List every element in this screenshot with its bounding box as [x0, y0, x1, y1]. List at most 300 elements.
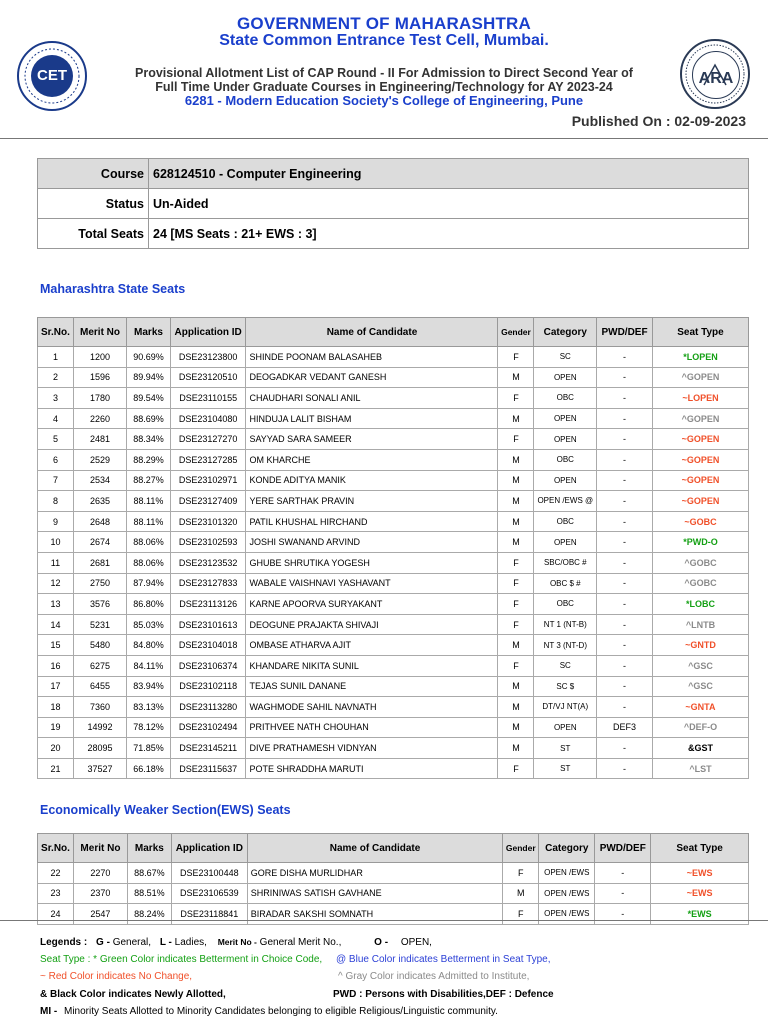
sr-no-cell: 24 — [38, 904, 74, 925]
table-row — [38, 511, 749, 532]
marks-cell: 83.13% — [127, 697, 171, 718]
ews-col-header: PWD/DEF — [595, 834, 651, 863]
legend-pwd: PWD : Persons with Disabilities,DEF : Defence — [333, 989, 554, 1000]
application-id-cell: DSE23123800 — [170, 347, 246, 368]
seat-type-cell: *LOPEN — [652, 347, 748, 368]
ms-col-header: Merit No — [73, 318, 126, 347]
legend-abbrev-line — [40, 937, 432, 948]
gender-cell: M — [498, 697, 534, 718]
candidate-name-cell: BIRADAR SAKSHI SOMNATH — [247, 904, 503, 925]
seat-type-cell: ~GOPEN — [652, 470, 748, 491]
candidate-name-cell: WAGHMODE SAHIL NAVNATH — [246, 697, 498, 718]
legend-g-val: General, — [112, 937, 152, 948]
marks-cell: 88.69% — [127, 408, 171, 429]
marks-cell: 88.11% — [127, 511, 171, 532]
sr-no-cell: 4 — [38, 408, 74, 429]
published-date: Published On : 02-09-2023 — [571, 113, 746, 129]
seat-type-cell: ^GOBC — [652, 573, 748, 594]
merit-no-cell: 2648 — [73, 511, 126, 532]
merit-no-cell: 6455 — [73, 676, 126, 697]
legend-label: Legends : — [40, 937, 88, 948]
pwd-def-cell: - — [597, 532, 653, 553]
seat-type-cell: ^LST — [652, 758, 748, 779]
cet-logo-text: CET — [31, 55, 73, 97]
sr-no-cell: 11 — [38, 552, 74, 573]
ms-col-header: Sr.No. — [38, 318, 74, 347]
pwd-def-cell: - — [597, 470, 653, 491]
sr-no-cell: 23 — [38, 883, 74, 904]
seat-type-cell: ^DEF-O — [652, 717, 748, 738]
total-seats-value: 24 [MS Seats : 21+ EWS : 3] — [149, 219, 749, 249]
cet-cell-title: State Common Entrance Test Cell, Mumbai. — [219, 32, 549, 49]
candidate-name-cell: TEJAS SUNIL DANANE — [246, 676, 498, 697]
seat-type-cell: ^GSC — [652, 676, 748, 697]
marks-cell: 88.06% — [127, 532, 171, 553]
sr-no-cell: 9 — [38, 511, 74, 532]
ara-logo-text: ARA — [692, 51, 740, 99]
marks-cell: 87.94% — [127, 573, 171, 594]
header-divider — [0, 138, 768, 139]
pwd-def-cell: - — [597, 449, 653, 470]
ews-header-row — [38, 834, 749, 863]
total-seats-label: Total Seats — [38, 219, 149, 249]
gender-cell: M — [498, 408, 534, 429]
legend-footer — [0, 920, 768, 1025]
candidate-name-cell: WABALE VAISHNAVI YASHAVANT — [246, 573, 498, 594]
seat-type-cell: ~GNTA — [652, 697, 748, 718]
status-label: Status — [38, 189, 149, 219]
category-cell: OPEN — [534, 532, 597, 553]
legend-merit-val: General Merit No., — [259, 937, 342, 948]
legend-red: ~ Red Color indicates No Change, — [40, 971, 193, 982]
gender-cell: M — [498, 717, 534, 738]
category-cell: NT 1 (NT-B) — [534, 614, 597, 635]
table-row — [38, 470, 749, 491]
ms-col-header: Application ID — [170, 318, 246, 347]
pwd-def-cell: - — [597, 347, 653, 368]
pwd-def-cell: - — [597, 511, 653, 532]
table-row — [38, 635, 749, 656]
pwd-def-cell: - — [597, 614, 653, 635]
merit-no-cell: 1200 — [73, 347, 126, 368]
application-id-cell: DSE23113126 — [170, 594, 246, 615]
candidate-name-cell: KHANDARE NIKITA SUNIL — [246, 655, 498, 676]
allotment-title-line-2: Full Time Under Graduate Courses in Engineering/Technology for AY 2023-24 — [155, 80, 613, 94]
ms-col-header: Name of Candidate — [246, 318, 498, 347]
seat-type-cell: ^LNTB — [652, 614, 748, 635]
pwd-def-cell: - — [597, 388, 653, 409]
application-id-cell: DSE23102494 — [170, 717, 246, 738]
pwd-def-cell: DEF3 — [597, 717, 653, 738]
legend-o-key: O - — [374, 937, 389, 948]
ms-col-header: PWD/DEF — [597, 318, 653, 347]
gender-cell: F — [503, 904, 539, 925]
pwd-def-cell: - — [597, 491, 653, 512]
category-cell: OBC — [534, 594, 597, 615]
ews-section-title: Economically Weaker Section(EWS) Seats — [40, 803, 291, 817]
candidate-name-cell: KARNE APOORVA SURYAKANT — [246, 594, 498, 615]
sr-no-cell: 3 — [38, 388, 74, 409]
marks-cell: 66.18% — [127, 758, 171, 779]
merit-no-cell: 2534 — [73, 470, 126, 491]
merit-no-cell: 2370 — [73, 883, 127, 904]
application-id-cell: DSE23102971 — [170, 470, 246, 491]
gender-cell: M — [503, 883, 539, 904]
candidate-name-cell: DIVE PRATHAMESH VIDNYAN — [246, 738, 498, 759]
legend-l-key: L - — [159, 937, 172, 948]
sr-no-cell: 15 — [38, 635, 74, 656]
candidate-name-cell: HINDUJA LALIT BISHAM — [246, 408, 498, 429]
ews-col-header: Application ID — [171, 834, 247, 863]
merit-no-cell: 2270 — [73, 863, 127, 884]
candidate-name-cell: KONDE ADITYA MANIK — [246, 470, 498, 491]
marks-cell: 85.03% — [127, 614, 171, 635]
table-row — [38, 367, 749, 388]
marks-cell: 88.51% — [127, 883, 171, 904]
merit-no-cell: 6275 — [73, 655, 126, 676]
application-id-cell: DSE23104018 — [170, 635, 246, 656]
category-cell: SBC/OBC # — [534, 552, 597, 573]
ms-col-header: Category — [534, 318, 597, 347]
category-cell: DT/VJ NT(A) — [534, 697, 597, 718]
candidate-name-cell: OMBASE ATHARVA AJIT — [246, 635, 498, 656]
merit-no-cell: 2481 — [73, 429, 126, 450]
gender-cell: M — [498, 738, 534, 759]
sr-no-cell: 5 — [38, 429, 74, 450]
legend-l-val: Ladies, — [174, 937, 207, 948]
category-cell: OBC — [534, 449, 597, 470]
category-cell: SC — [534, 655, 597, 676]
ews-col-header: Seat Type — [651, 834, 749, 863]
category-cell: OPEN — [534, 717, 597, 738]
table-row — [38, 738, 749, 759]
candidate-name-cell: DEOGUNE PRAJAKTA SHIVAJI — [246, 614, 498, 635]
merit-no-cell: 2260 — [73, 408, 126, 429]
legend-o-val: OPEN, — [400, 937, 432, 948]
table-row — [38, 655, 749, 676]
pwd-def-cell: - — [597, 367, 653, 388]
merit-no-cell: 3576 — [73, 594, 126, 615]
seat-type-cell: ~LOPEN — [652, 388, 748, 409]
application-id-cell: DSE23115637 — [170, 758, 246, 779]
application-id-cell: DSE23127409 — [170, 491, 246, 512]
merit-no-cell: 1780 — [73, 388, 126, 409]
category-cell: OBC — [534, 388, 597, 409]
pwd-def-cell: - — [597, 573, 653, 594]
gender-cell: F — [498, 388, 534, 409]
category-cell: OPEN /EWS @ — [534, 491, 597, 512]
sr-no-cell: 10 — [38, 532, 74, 553]
ms-col-header: Seat Type — [652, 318, 748, 347]
application-id-cell: DSE23106374 — [170, 655, 246, 676]
marks-cell: 86.80% — [127, 594, 171, 615]
table-row — [38, 388, 749, 409]
sr-no-cell: 7 — [38, 470, 74, 491]
application-id-cell: DSE23110155 — [170, 388, 246, 409]
category-cell: OPEN — [534, 429, 597, 450]
table-row — [38, 614, 749, 635]
seat-type-cell: &GST — [652, 738, 748, 759]
sr-no-cell: 6 — [38, 449, 74, 470]
candidate-name-cell: POTE SHRADDHA MARUTI — [246, 758, 498, 779]
pwd-def-cell: - — [597, 408, 653, 429]
category-cell: ST — [534, 758, 597, 779]
gender-cell: F — [498, 347, 534, 368]
application-id-cell: DSE23118841 — [171, 904, 247, 925]
candidate-name-cell: GORE DISHA MURLIDHAR — [247, 863, 503, 884]
category-cell: OPEN /EWS — [539, 883, 595, 904]
application-id-cell: DSE23100448 — [171, 863, 247, 884]
marks-cell: 88.27% — [127, 470, 171, 491]
table-row — [38, 863, 749, 884]
category-cell: OPEN /EWS — [539, 863, 595, 884]
ms-col-header: Gender — [498, 318, 534, 347]
college-name: 6281 - Modern Education Society's College of Engineering, Pune — [184, 93, 584, 108]
ms-seats-body — [38, 347, 749, 779]
marks-cell: 88.06% — [127, 552, 171, 573]
legend-black: & Black Color indicates Newly Allotted, — [40, 989, 226, 1000]
sr-no-cell: 2 — [38, 367, 74, 388]
gender-cell: F — [498, 614, 534, 635]
sr-no-cell: 16 — [38, 655, 74, 676]
seat-type-cell: ~EWS — [651, 883, 749, 904]
marks-cell: 84.80% — [127, 635, 171, 656]
sr-no-cell: 21 — [38, 758, 74, 779]
legend-mi-key: MI - — [40, 1006, 58, 1017]
candidate-name-cell: CHAUDHARI SONALI ANIL — [246, 388, 498, 409]
application-id-cell: DSE23113280 — [170, 697, 246, 718]
table-row — [38, 594, 749, 615]
ews-col-header: Sr.No. — [38, 834, 74, 863]
gender-cell: M — [498, 491, 534, 512]
marks-cell: 89.94% — [127, 367, 171, 388]
category-cell: OPEN /EWS — [539, 904, 595, 925]
merit-no-cell: 2547 — [73, 904, 127, 925]
ews-col-header: Category — [539, 834, 595, 863]
category-cell: SC — [534, 347, 597, 368]
pwd-def-cell: - — [597, 635, 653, 656]
gender-cell: F — [498, 758, 534, 779]
course-label: Course — [38, 159, 149, 189]
government-title: GOVERNMENT OF MAHARASHTRA — [237, 14, 531, 33]
candidate-name-cell: JOSHI SWANAND ARVIND — [246, 532, 498, 553]
allotment-list-title — [0, 66, 768, 94]
table-row — [38, 552, 749, 573]
category-cell: SC $ — [534, 676, 597, 697]
gender-cell: F — [503, 863, 539, 884]
merit-no-cell: 5480 — [73, 635, 126, 656]
category-cell: OBC $ # — [534, 573, 597, 594]
merit-no-cell: 2681 — [73, 552, 126, 573]
marks-cell: 88.67% — [127, 863, 171, 884]
application-id-cell: DSE23120510 — [170, 367, 246, 388]
sr-no-cell: 18 — [38, 697, 74, 718]
seat-type-cell: ~EWS — [651, 863, 749, 884]
category-cell: OPEN — [534, 470, 597, 491]
category-cell: ST — [534, 738, 597, 759]
seat-type-cell: ~GOPEN — [652, 429, 748, 450]
application-id-cell: DSE23123532 — [170, 552, 246, 573]
table-row — [38, 532, 749, 553]
sr-no-cell: 19 — [38, 717, 74, 738]
ms-section-title: Maharashtra State Seats — [40, 282, 186, 296]
seat-type-cell: *LOBC — [652, 594, 748, 615]
ews-col-header: Merit No — [73, 834, 127, 863]
seat-type-cell: ^GOBC — [652, 552, 748, 573]
candidate-name-cell: OM KHARCHE — [246, 449, 498, 470]
marks-cell: 88.24% — [127, 904, 171, 925]
candidate-name-cell: SHRINIWAS SATISH GAVHANE — [247, 883, 503, 904]
merit-no-cell: 5231 — [73, 614, 126, 635]
application-id-cell: DSE23127285 — [170, 449, 246, 470]
pwd-def-cell: - — [597, 429, 653, 450]
marks-cell: 88.11% — [127, 491, 171, 512]
candidate-name-cell: SHINDE POONAM BALASAHEB — [246, 347, 498, 368]
table-row — [38, 429, 749, 450]
marks-cell: 88.34% — [127, 429, 171, 450]
legend-g-key: G - — [96, 937, 110, 948]
marks-cell: 71.85% — [127, 738, 171, 759]
table-row — [38, 717, 749, 738]
legend-minority-line — [40, 1006, 498, 1017]
gender-cell: M — [498, 449, 534, 470]
table-row — [38, 697, 749, 718]
sr-no-cell: 22 — [38, 863, 74, 884]
merit-no-cell: 14992 — [73, 717, 126, 738]
legend-green: Seat Type : * Green Color indicates Betterment in Choice Code, — [40, 954, 323, 965]
table-row — [38, 573, 749, 594]
pwd-def-cell: - — [595, 863, 651, 884]
legend-merit-key: Merit No - — [217, 937, 257, 947]
marks-cell: 84.11% — [127, 655, 171, 676]
pwd-def-cell: - — [597, 655, 653, 676]
ms-col-header: Marks — [127, 318, 171, 347]
merit-no-cell: 37527 — [73, 758, 126, 779]
gender-cell: F — [498, 655, 534, 676]
merit-no-cell: 1596 — [73, 367, 126, 388]
application-id-cell: DSE23101613 — [170, 614, 246, 635]
pwd-def-cell: - — [597, 552, 653, 573]
sr-no-cell: 20 — [38, 738, 74, 759]
seat-type-cell: ~GOBC — [652, 511, 748, 532]
seat-type-cell: ^GSC — [652, 655, 748, 676]
merit-no-cell: 2635 — [73, 491, 126, 512]
gender-cell: M — [498, 532, 534, 553]
pwd-def-cell: - — [595, 883, 651, 904]
sr-no-cell: 14 — [38, 614, 74, 635]
gender-cell: F — [498, 573, 534, 594]
status-row — [38, 189, 749, 219]
gender-cell: F — [498, 594, 534, 615]
table-row — [38, 408, 749, 429]
sr-no-cell: 12 — [38, 573, 74, 594]
legend-gray: ^ Gray Color indicates Admitted to Institute, — [338, 971, 530, 982]
application-id-cell: DSE23104080 — [170, 408, 246, 429]
course-row — [38, 159, 749, 189]
application-id-cell: DSE23102118 — [170, 676, 246, 697]
category-cell: NT 3 (NT-D) — [534, 635, 597, 656]
candidate-name-cell: SAYYAD SARA SAMEER — [246, 429, 498, 450]
marks-cell: 89.54% — [127, 388, 171, 409]
seat-type-cell: *EWS — [651, 904, 749, 925]
course-info-table — [37, 158, 749, 249]
ews-seats-table — [37, 833, 749, 925]
gender-cell: M — [498, 367, 534, 388]
status-value: Un-Aided — [149, 189, 749, 219]
gender-cell: M — [498, 511, 534, 532]
marks-cell: 90.69% — [127, 347, 171, 368]
candidate-name-cell: PRITHVEE NATH CHOUHAN — [246, 717, 498, 738]
seat-type-cell: ^GOPEN — [652, 408, 748, 429]
table-row — [38, 758, 749, 779]
allotment-title-line-1: Provisional Allotment List of CAP Round - II For Admission to Direct Second Year of — [135, 66, 633, 80]
seat-type-cell: ^GOPEN — [652, 367, 748, 388]
category-cell: OBC — [534, 511, 597, 532]
sr-no-cell: 8 — [38, 491, 74, 512]
sr-no-cell: 13 — [38, 594, 74, 615]
candidate-name-cell: DEOGADKAR VEDANT GANESH — [246, 367, 498, 388]
gender-cell: M — [498, 470, 534, 491]
ews-seats-body — [38, 863, 749, 925]
ms-seats-table — [37, 317, 749, 779]
gender-cell: F — [498, 429, 534, 450]
table-row — [38, 449, 749, 470]
marks-cell: 78.12% — [127, 717, 171, 738]
sr-no-cell: 17 — [38, 676, 74, 697]
application-id-cell: DSE23101320 — [170, 511, 246, 532]
gender-cell: M — [498, 676, 534, 697]
application-id-cell: DSE23102593 — [170, 532, 246, 553]
merit-no-cell: 7360 — [73, 697, 126, 718]
seat-type-cell: ~GOPEN — [652, 491, 748, 512]
seat-type-cell: ~GNTD — [652, 635, 748, 656]
merit-no-cell: 2674 — [73, 532, 126, 553]
ews-col-header: Gender — [503, 834, 539, 863]
legend-mi-val: Minority Seats Allotted to Minority Candidates belonging to eligible Religious/Linguistic community. — [64, 1006, 498, 1017]
gender-cell: M — [498, 635, 534, 656]
application-id-cell: DSE23106539 — [171, 883, 247, 904]
pwd-def-cell: - — [597, 738, 653, 759]
pwd-def-cell: - — [597, 676, 653, 697]
pwd-def-cell: - — [597, 697, 653, 718]
pwd-def-cell: - — [595, 904, 651, 925]
gender-cell: F — [498, 552, 534, 573]
application-id-cell: DSE23145211 — [170, 738, 246, 759]
application-id-cell: DSE23127833 — [170, 573, 246, 594]
pwd-def-cell: - — [597, 594, 653, 615]
table-row — [38, 491, 749, 512]
course-value: 628124510 - Computer Engineering — [149, 159, 749, 189]
marks-cell: 88.29% — [127, 449, 171, 470]
seat-type-cell: ~GOPEN — [652, 449, 748, 470]
legend-blue: @ Blue Color indicates Betterment in Seat Type, — [336, 954, 551, 965]
category-cell: OPEN — [534, 367, 597, 388]
ms-header-row — [38, 318, 749, 347]
merit-no-cell: 28095 — [73, 738, 126, 759]
table-row — [38, 347, 749, 368]
merit-no-cell: 2529 — [73, 449, 126, 470]
application-id-cell: DSE23127270 — [170, 429, 246, 450]
total-seats-row — [38, 219, 749, 249]
ews-col-header: Marks — [127, 834, 171, 863]
merit-no-cell: 2750 — [73, 573, 126, 594]
candidate-name-cell: YERE SARTHAK PRAVIN — [246, 491, 498, 512]
table-row — [38, 676, 749, 697]
pwd-def-cell: - — [597, 758, 653, 779]
seat-type-cell: *PWD-O — [652, 532, 748, 553]
candidate-name-cell: PATIL KHUSHAL HIRCHAND — [246, 511, 498, 532]
candidate-name-cell: GHUBE SHRUTIKA YOGESH — [246, 552, 498, 573]
